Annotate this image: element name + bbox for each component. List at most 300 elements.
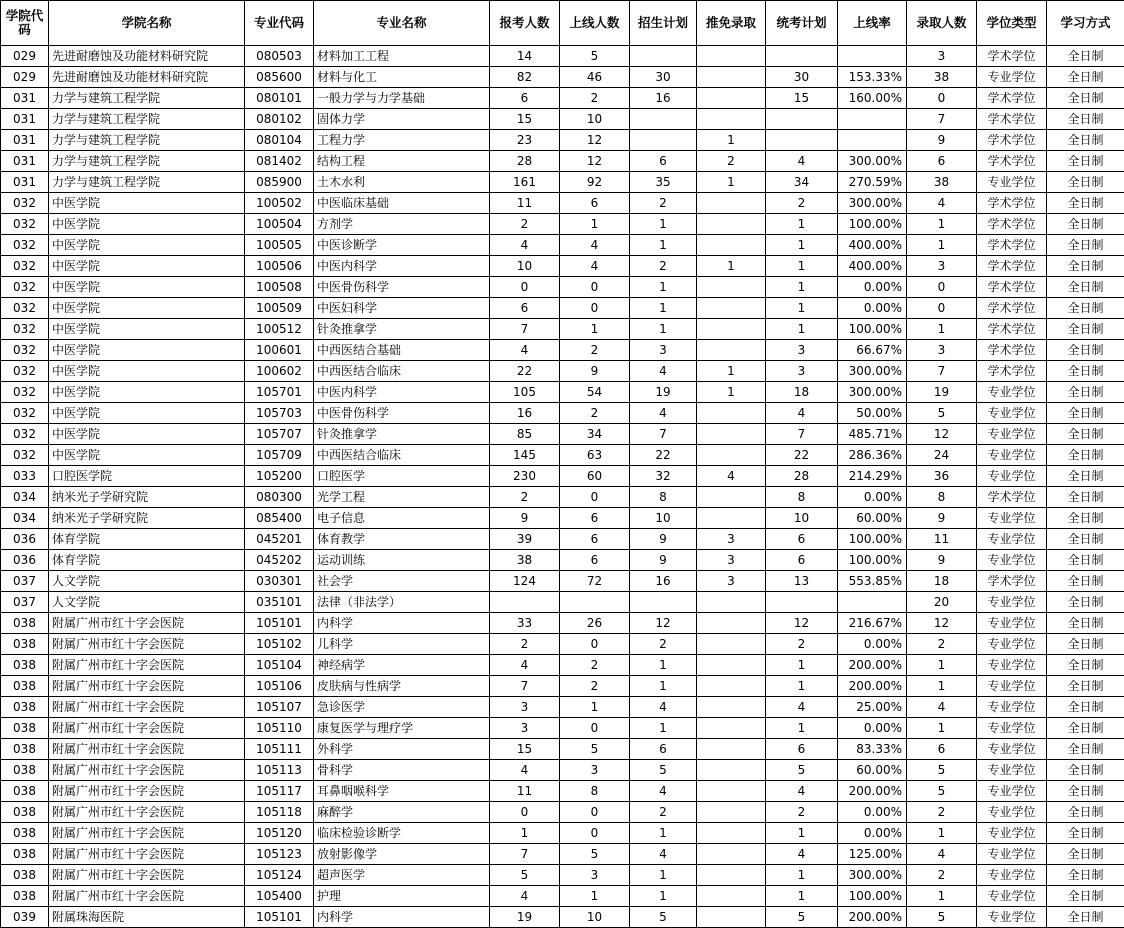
cell-pass-rate: 270.59% [838, 172, 907, 193]
cell-applicants: 39 [490, 529, 560, 550]
cell-exam-plan: 1 [766, 718, 838, 739]
cell-enroll-plan: 7 [630, 424, 697, 445]
table-row [1, 697, 1124, 718]
table-row [1, 865, 1124, 886]
cell-pass-rate: 100.00% [838, 886, 907, 907]
cell-study-mode: 全日制 [1047, 907, 1124, 928]
cell-exam-plan: 1 [766, 676, 838, 697]
cell-college-code: 038 [1, 655, 49, 676]
cell-exam-plan: 34 [766, 172, 838, 193]
cell-college-name: 中医学院 [49, 256, 245, 277]
cell-major-name: 方剂学 [314, 214, 490, 235]
cell-passed: 26 [560, 613, 630, 634]
cell-major-code: 080503 [245, 46, 314, 67]
cell-major-code: 105101 [245, 613, 314, 634]
cell-major-name: 神经病学 [314, 655, 490, 676]
cell-major-code: 081402 [245, 151, 314, 172]
cell-major-code: 045201 [245, 529, 314, 550]
cell-major-code: 100505 [245, 235, 314, 256]
cell-passed: 6 [560, 193, 630, 214]
cell-major-code: 105113 [245, 760, 314, 781]
cell-admitted: 5 [907, 907, 977, 928]
cell-applicants: 82 [490, 67, 560, 88]
cell-admitted: 12 [907, 613, 977, 634]
cell-major-code: 100601 [245, 340, 314, 361]
cell-study-mode: 全日制 [1047, 256, 1124, 277]
cell-pass-rate: 83.33% [838, 739, 907, 760]
cell-passed: 0 [560, 277, 630, 298]
cell-exam-plan: 1 [766, 214, 838, 235]
cell-study-mode: 全日制 [1047, 277, 1124, 298]
cell-major-name: 针灸推拿学 [314, 424, 490, 445]
cell-enroll-plan: 35 [630, 172, 697, 193]
cell-college-code: 038 [1, 823, 49, 844]
cell-admitted: 0 [907, 277, 977, 298]
cell-major-code: 080102 [245, 109, 314, 130]
cell-passed: 0 [560, 487, 630, 508]
cell-degree-type: 学术学位 [977, 340, 1047, 361]
cell-passed: 2 [560, 88, 630, 109]
cell-enroll-plan: 4 [630, 697, 697, 718]
cell-major-name: 中医临床基础 [314, 193, 490, 214]
cell-exempt-admit [697, 865, 766, 886]
cell-passed: 0 [560, 802, 630, 823]
cell-study-mode: 全日制 [1047, 214, 1124, 235]
cell-enroll-plan: 1 [630, 214, 697, 235]
cell-major-name: 体育教学 [314, 529, 490, 550]
cell-applicants: 161 [490, 172, 560, 193]
table-row [1, 130, 1124, 151]
cell-major-name: 法律（非法学） [314, 592, 490, 613]
cell-exam-plan: 1 [766, 655, 838, 676]
cell-college-code: 031 [1, 130, 49, 151]
table-row [1, 46, 1124, 67]
cell-applicants: 19 [490, 907, 560, 928]
cell-major-code: 035101 [245, 592, 314, 613]
cell-major-name: 中医骨伤科学 [314, 403, 490, 424]
cell-major-name: 急诊医学 [314, 697, 490, 718]
cell-exam-plan: 1 [766, 319, 838, 340]
cell-college-code: 032 [1, 340, 49, 361]
cell-college-code: 038 [1, 886, 49, 907]
cell-college-name: 附属广州市红十字会医院 [49, 823, 245, 844]
cell-college-name: 人文学院 [49, 592, 245, 613]
cell-pass-rate: 300.00% [838, 382, 907, 403]
cell-exam-plan: 3 [766, 340, 838, 361]
cell-enroll-plan: 1 [630, 865, 697, 886]
cell-degree-type: 专业学位 [977, 508, 1047, 529]
cell-college-code: 031 [1, 109, 49, 130]
table-row [1, 487, 1124, 508]
cell-major-name: 光学工程 [314, 487, 490, 508]
cell-exempt-admit [697, 886, 766, 907]
cell-degree-type: 学术学位 [977, 487, 1047, 508]
cell-exempt-admit [697, 718, 766, 739]
table-row [1, 340, 1124, 361]
cell-passed: 72 [560, 571, 630, 592]
cell-exam-plan: 4 [766, 403, 838, 424]
cell-college-code: 034 [1, 487, 49, 508]
cell-enroll-plan [630, 46, 697, 67]
cell-enroll-plan: 3 [630, 340, 697, 361]
cell-major-name: 电子信息 [314, 508, 490, 529]
table-row [1, 613, 1124, 634]
cell-major-name: 运动训练 [314, 550, 490, 571]
cell-degree-type: 专业学位 [977, 67, 1047, 88]
cell-exam-plan: 18 [766, 382, 838, 403]
cell-degree-type: 专业学位 [977, 382, 1047, 403]
cell-study-mode: 全日制 [1047, 571, 1124, 592]
cell-degree-type: 专业学位 [977, 739, 1047, 760]
table-row [1, 193, 1124, 214]
cell-enroll-plan [630, 109, 697, 130]
cell-admitted: 9 [907, 550, 977, 571]
cell-pass-rate: 400.00% [838, 235, 907, 256]
cell-exam-plan [766, 46, 838, 67]
cell-major-code: 080300 [245, 487, 314, 508]
cell-exam-plan: 6 [766, 529, 838, 550]
cell-admitted: 36 [907, 466, 977, 487]
cell-college-name: 附属广州市红十字会医院 [49, 760, 245, 781]
cell-enroll-plan: 22 [630, 445, 697, 466]
header-major-code: 专业代码 [245, 1, 314, 46]
cell-exempt-admit: 1 [697, 130, 766, 151]
cell-exam-plan: 10 [766, 508, 838, 529]
cell-major-code: 105701 [245, 382, 314, 403]
cell-study-mode: 全日制 [1047, 760, 1124, 781]
cell-college-name: 中医学院 [49, 193, 245, 214]
cell-major-name: 护理 [314, 886, 490, 907]
cell-enroll-plan: 1 [630, 319, 697, 340]
cell-enroll-plan: 16 [630, 571, 697, 592]
cell-college-code: 038 [1, 739, 49, 760]
cell-college-name: 附属珠海医院 [49, 907, 245, 928]
table-row [1, 256, 1124, 277]
cell-applicants: 10 [490, 256, 560, 277]
cell-pass-rate: 153.33% [838, 67, 907, 88]
cell-admitted: 9 [907, 130, 977, 151]
cell-enroll-plan: 4 [630, 844, 697, 865]
table-row [1, 592, 1124, 613]
cell-applicants [490, 592, 560, 613]
cell-passed: 3 [560, 865, 630, 886]
cell-study-mode: 全日制 [1047, 886, 1124, 907]
cell-study-mode: 全日制 [1047, 151, 1124, 172]
cell-passed [560, 592, 630, 613]
table-row [1, 319, 1124, 340]
cell-college-code: 038 [1, 676, 49, 697]
cell-exempt-admit [697, 907, 766, 928]
table-header [1, 1, 1124, 46]
cell-study-mode: 全日制 [1047, 319, 1124, 340]
cell-degree-type: 专业学位 [977, 907, 1047, 928]
cell-admitted: 3 [907, 46, 977, 67]
cell-applicants: 6 [490, 88, 560, 109]
table-row [1, 424, 1124, 445]
cell-study-mode: 全日制 [1047, 172, 1124, 193]
cell-enroll-plan: 6 [630, 151, 697, 172]
cell-pass-rate [838, 46, 907, 67]
cell-study-mode: 全日制 [1047, 739, 1124, 760]
cell-degree-type: 专业学位 [977, 550, 1047, 571]
cell-major-name: 康复医学与理疗学 [314, 718, 490, 739]
cell-exam-plan [766, 130, 838, 151]
cell-college-name: 力学与建筑工程学院 [49, 109, 245, 130]
cell-college-code: 032 [1, 361, 49, 382]
cell-admitted: 2 [907, 865, 977, 886]
cell-passed: 3 [560, 760, 630, 781]
cell-college-code: 037 [1, 571, 49, 592]
cell-exempt-admit: 1 [697, 382, 766, 403]
cell-applicants: 14 [490, 46, 560, 67]
cell-applicants: 145 [490, 445, 560, 466]
cell-exempt-admit [697, 109, 766, 130]
cell-major-code: 085900 [245, 172, 314, 193]
cell-major-code: 105400 [245, 886, 314, 907]
cell-exam-plan: 3 [766, 361, 838, 382]
cell-exam-plan: 2 [766, 193, 838, 214]
cell-passed: 2 [560, 676, 630, 697]
cell-exempt-admit [697, 193, 766, 214]
table-row [1, 550, 1124, 571]
cell-passed: 9 [560, 361, 630, 382]
header-applicants: 报考人数 [490, 1, 560, 46]
cell-college-code: 034 [1, 508, 49, 529]
cell-applicants: 23 [490, 130, 560, 151]
cell-applicants: 0 [490, 277, 560, 298]
cell-passed: 0 [560, 823, 630, 844]
cell-college-code: 038 [1, 760, 49, 781]
cell-admitted: 8 [907, 487, 977, 508]
cell-college-name: 中医学院 [49, 403, 245, 424]
cell-college-code: 032 [1, 319, 49, 340]
cell-passed: 0 [560, 634, 630, 655]
cell-study-mode: 全日制 [1047, 361, 1124, 382]
cell-enroll-plan: 4 [630, 403, 697, 424]
cell-study-mode: 全日制 [1047, 802, 1124, 823]
cell-admitted: 38 [907, 67, 977, 88]
cell-college-name: 力学与建筑工程学院 [49, 172, 245, 193]
cell-major-name: 材料加工工程 [314, 46, 490, 67]
cell-exempt-admit [697, 340, 766, 361]
cell-admitted: 6 [907, 739, 977, 760]
cell-enroll-plan: 5 [630, 760, 697, 781]
header-college-code: 学院代码 [1, 1, 49, 46]
cell-study-mode: 全日制 [1047, 235, 1124, 256]
cell-study-mode: 全日制 [1047, 46, 1124, 67]
cell-major-name: 中西医结合临床 [314, 361, 490, 382]
cell-major-code: 105106 [245, 676, 314, 697]
cell-major-code: 105102 [245, 634, 314, 655]
cell-admitted: 9 [907, 508, 977, 529]
cell-exam-plan: 2 [766, 802, 838, 823]
cell-degree-type: 专业学位 [977, 529, 1047, 550]
cell-passed: 0 [560, 718, 630, 739]
cell-college-name: 体育学院 [49, 529, 245, 550]
cell-pass-rate: 400.00% [838, 256, 907, 277]
header-pass-rate: 上线率 [838, 1, 907, 46]
cell-passed: 12 [560, 151, 630, 172]
cell-enroll-plan: 4 [630, 361, 697, 382]
cell-major-code: 100502 [245, 193, 314, 214]
cell-passed: 92 [560, 172, 630, 193]
cell-study-mode: 全日制 [1047, 697, 1124, 718]
cell-applicants: 33 [490, 613, 560, 634]
cell-exempt-admit [697, 235, 766, 256]
cell-exempt-admit [697, 697, 766, 718]
cell-exam-plan: 4 [766, 151, 838, 172]
cell-applicants: 7 [490, 844, 560, 865]
cell-study-mode: 全日制 [1047, 781, 1124, 802]
cell-major-code: 100509 [245, 298, 314, 319]
cell-admitted: 1 [907, 655, 977, 676]
cell-pass-rate [838, 130, 907, 151]
cell-major-code: 105111 [245, 739, 314, 760]
cell-major-name: 材料与化工 [314, 67, 490, 88]
cell-study-mode: 全日制 [1047, 613, 1124, 634]
table-row [1, 445, 1124, 466]
cell-enroll-plan [630, 130, 697, 151]
cell-major-code: 105117 [245, 781, 314, 802]
cell-enroll-plan: 2 [630, 256, 697, 277]
cell-degree-type: 学术学位 [977, 235, 1047, 256]
cell-study-mode: 全日制 [1047, 655, 1124, 676]
table-row [1, 67, 1124, 88]
cell-college-name: 体育学院 [49, 550, 245, 571]
cell-passed: 2 [560, 340, 630, 361]
cell-exam-plan: 5 [766, 760, 838, 781]
cell-major-name: 中西医结合临床 [314, 445, 490, 466]
cell-admitted: 0 [907, 88, 977, 109]
cell-exempt-admit [697, 508, 766, 529]
cell-college-name: 中医学院 [49, 214, 245, 235]
cell-exam-plan: 5 [766, 907, 838, 928]
cell-passed: 6 [560, 550, 630, 571]
cell-exempt-admit [697, 298, 766, 319]
cell-passed: 10 [560, 907, 630, 928]
cell-major-code: 105118 [245, 802, 314, 823]
cell-pass-rate: 100.00% [838, 529, 907, 550]
cell-degree-type: 专业学位 [977, 697, 1047, 718]
cell-college-code: 032 [1, 277, 49, 298]
cell-applicants: 7 [490, 319, 560, 340]
table-row [1, 844, 1124, 865]
cell-admitted: 4 [907, 697, 977, 718]
cell-applicants: 4 [490, 655, 560, 676]
cell-college-name: 纳米光子学研究院 [49, 508, 245, 529]
cell-exempt-admit: 3 [697, 529, 766, 550]
cell-major-code: 105200 [245, 466, 314, 487]
cell-study-mode: 全日制 [1047, 193, 1124, 214]
cell-college-name: 附属广州市红十字会医院 [49, 739, 245, 760]
cell-college-name: 力学与建筑工程学院 [49, 130, 245, 151]
cell-applicants: 38 [490, 550, 560, 571]
cell-major-code: 100508 [245, 277, 314, 298]
cell-major-code: 105123 [245, 844, 314, 865]
cell-pass-rate: 300.00% [838, 361, 907, 382]
cell-passed: 5 [560, 739, 630, 760]
cell-degree-type: 专业学位 [977, 592, 1047, 613]
cell-passed: 0 [560, 298, 630, 319]
cell-pass-rate: 50.00% [838, 403, 907, 424]
cell-major-code: 100504 [245, 214, 314, 235]
cell-exam-plan: 1 [766, 256, 838, 277]
cell-enroll-plan: 32 [630, 466, 697, 487]
cell-applicants: 6 [490, 298, 560, 319]
cell-exempt-admit [697, 424, 766, 445]
cell-college-code: 038 [1, 844, 49, 865]
cell-exam-plan: 30 [766, 67, 838, 88]
cell-major-code: 080104 [245, 130, 314, 151]
cell-pass-rate: 100.00% [838, 319, 907, 340]
cell-college-name: 附属广州市红十字会医院 [49, 634, 245, 655]
cell-enroll-plan: 6 [630, 739, 697, 760]
cell-exam-plan: 4 [766, 844, 838, 865]
cell-college-name: 口腔医学院 [49, 466, 245, 487]
cell-admitted: 7 [907, 109, 977, 130]
cell-enroll-plan: 5 [630, 907, 697, 928]
cell-college-name: 纳米光子学研究院 [49, 487, 245, 508]
cell-study-mode: 全日制 [1047, 340, 1124, 361]
table-row [1, 466, 1124, 487]
cell-study-mode: 全日制 [1047, 88, 1124, 109]
cell-major-name: 骨科学 [314, 760, 490, 781]
cell-degree-type: 学术学位 [977, 277, 1047, 298]
cell-admitted: 7 [907, 361, 977, 382]
table-row [1, 277, 1124, 298]
table-row [1, 760, 1124, 781]
cell-exam-plan: 1 [766, 865, 838, 886]
cell-pass-rate: 0.00% [838, 487, 907, 508]
cell-major-code: 100602 [245, 361, 314, 382]
cell-exempt-admit [697, 46, 766, 67]
cell-college-code: 032 [1, 298, 49, 319]
cell-applicants: 2 [490, 634, 560, 655]
table-row [1, 214, 1124, 235]
cell-college-code: 032 [1, 214, 49, 235]
header-row [1, 1, 1124, 46]
cell-applicants: 28 [490, 151, 560, 172]
cell-degree-type: 专业学位 [977, 802, 1047, 823]
cell-admitted: 1 [907, 718, 977, 739]
cell-major-name: 内科学 [314, 907, 490, 928]
cell-college-code: 029 [1, 46, 49, 67]
cell-pass-rate: 125.00% [838, 844, 907, 865]
cell-exempt-admit: 1 [697, 256, 766, 277]
cell-applicants: 22 [490, 361, 560, 382]
cell-enroll-plan: 1 [630, 298, 697, 319]
cell-exempt-admit [697, 88, 766, 109]
cell-applicants: 15 [490, 739, 560, 760]
cell-major-name: 中医妇科学 [314, 298, 490, 319]
cell-degree-type: 专业学位 [977, 172, 1047, 193]
cell-pass-rate [838, 109, 907, 130]
cell-pass-rate: 0.00% [838, 277, 907, 298]
cell-passed: 6 [560, 529, 630, 550]
cell-college-name: 附属广州市红十字会医院 [49, 655, 245, 676]
cell-college-name: 附属广州市红十字会医院 [49, 697, 245, 718]
cell-degree-type: 学术学位 [977, 298, 1047, 319]
cell-passed: 54 [560, 382, 630, 403]
cell-degree-type: 专业学位 [977, 634, 1047, 655]
cell-exam-plan [766, 109, 838, 130]
cell-admitted: 2 [907, 802, 977, 823]
table-row [1, 88, 1124, 109]
table-row [1, 571, 1124, 592]
cell-admitted: 38 [907, 172, 977, 193]
cell-degree-type: 专业学位 [977, 718, 1047, 739]
cell-major-name: 针灸推拿学 [314, 319, 490, 340]
